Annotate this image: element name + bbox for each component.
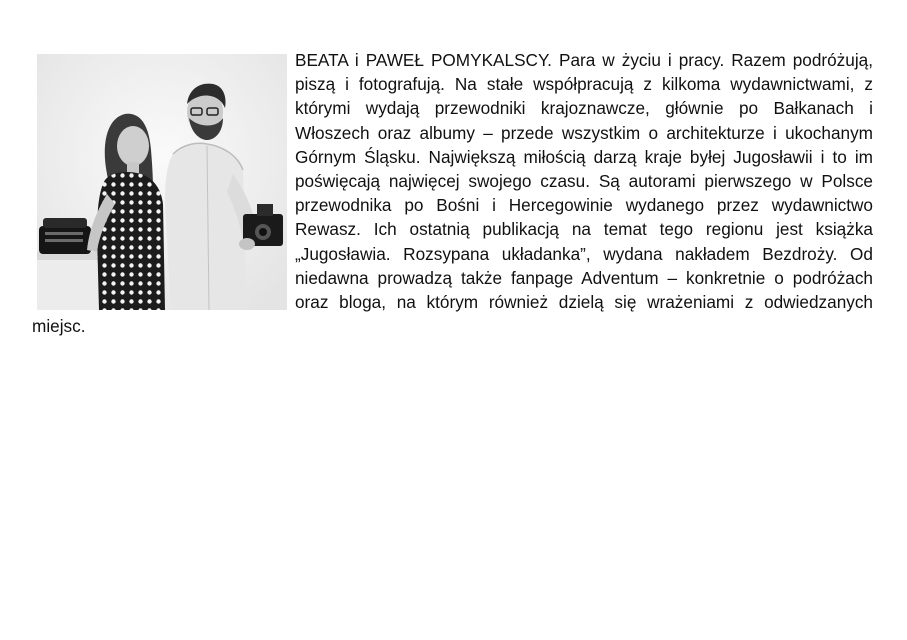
authors-photo-illustration <box>37 54 287 310</box>
author-bio <box>32 48 873 338</box>
authors-photo <box>37 54 287 310</box>
author-names: BEATA i PAWEŁ POMYKALSCY. <box>295 50 552 70</box>
author-bio-text: Para w życiu i pracy. Razem podróżują, piszą i fotografują. Na stałe współpracują z kilkoma wydawnictwami, z którymi wydają przewodniki krajoznawcze, głównie po Bałkanach i Włoszech oraz albumy – przede wszystkim o architekturze i ukochanym Górnym Śląsku. Największą miłością darzą kraje byłej Jugosławii i to im poświęcają najwięcej swojego czasu. Są autorami pierwszego w Polsce przewodnika po Bośni i Hercegowinie wydanego przez wydawnictwo Rewasz. Ich ostatnią publikacją na temat tego regionu jest książka „Jugosławia. Rozsypana układanka”, wydana nakładem Bezdroży. Od niedawna prowadzą także fanpage Adventum – konkretnie o podróżach oraz bloga, na którym również dzielą się wrażeniami z odwiedzanych miejsc. <box>32 50 873 337</box>
